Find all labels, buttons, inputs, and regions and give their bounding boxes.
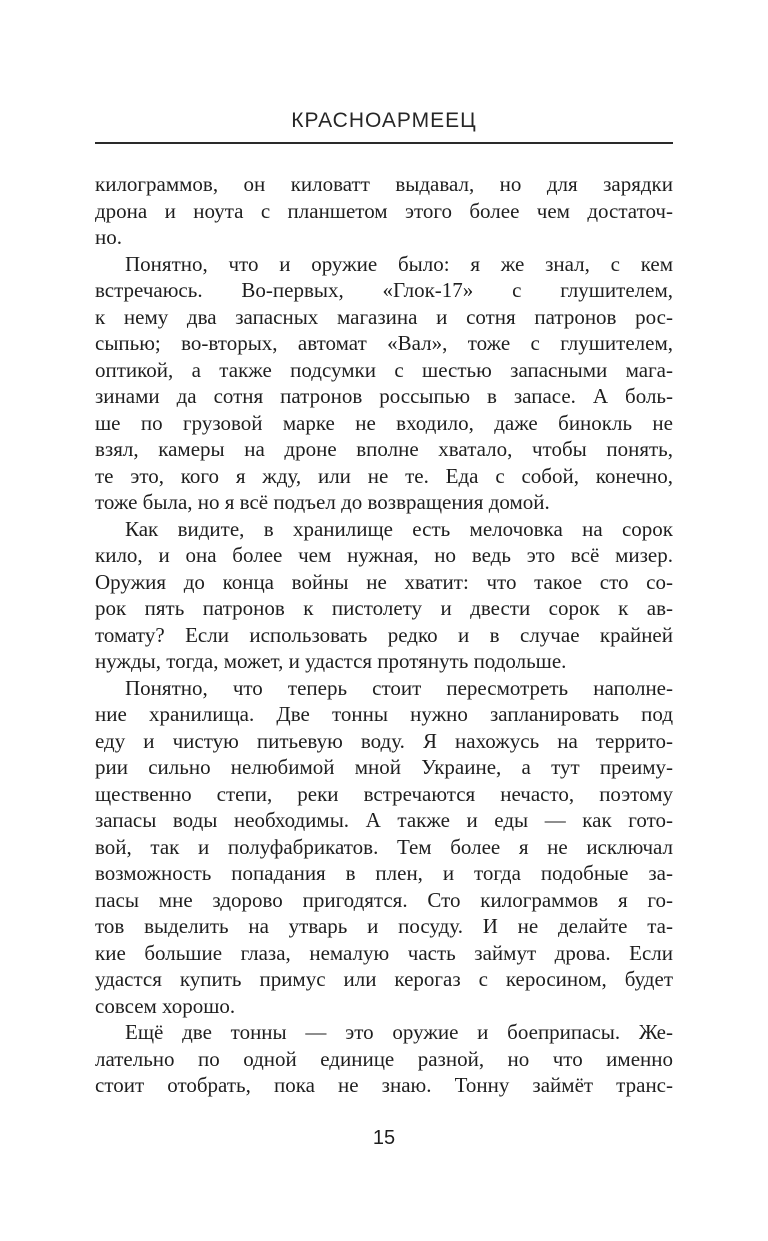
text-line: кие большие глаза, немалую часть займут дрова. Если (95, 940, 673, 965)
text-line: ше по грузовой марке не входило, даже бинокль не (95, 410, 673, 435)
chapter-title: КРАСНОАРМЕЕЦ (291, 109, 477, 132)
running-header (95, 0, 673, 133)
text-line: сыпью; во-вторых, автомат «Вал», тоже с глушителем, (95, 331, 673, 355)
header-rule (95, 142, 673, 144)
text-line: запасы воды необходимы. А также и еды — как гото- (95, 808, 673, 832)
text-line: пасы мне здорово пригодятся. Сто килограммов я го- (95, 887, 673, 912)
text-line: удастся купить примус или керогаз с керосином, будет (95, 967, 673, 991)
text-line: Оружия до конца войны не хватит: что такое сто со- (95, 569, 673, 594)
text-line: Как видите, в хранилище есть мелочовка на сорок (125, 516, 673, 541)
book-page (95, 0, 673, 1149)
text-line: зинами да сотня патронов россыпью в запасе. А боль- (95, 384, 673, 408)
text-line: возможность попадания в плен, и тогда подобные за- (95, 861, 673, 885)
text-line: совсем хорошо. (95, 993, 236, 1018)
text-line: Понятно, что и оружие было: я же знал, с кем (125, 251, 673, 276)
text-line: вой, так и полуфабрикатов. Тем более я не исключал (95, 834, 673, 859)
text-line: тоже была, но я всё подъел до возвращения домой. (95, 490, 550, 514)
text-line: Ещё две тонны — это оружие и боеприпасы. Же- (125, 1020, 673, 1044)
text-line: рок пять патронов к пистолету и двести сорок к ав- (95, 596, 673, 620)
text-line: щественно степи, реки встречаются нечасто, поэтому (95, 781, 673, 806)
text-line: оптикой, а также подсумки с шестью запасными мага- (95, 357, 673, 382)
text-line: те это, кого я жду, или не те. Еда с собой, конечно, (95, 463, 673, 488)
text-line: тов выделить на утварь и посуду. И не делайте та- (95, 914, 673, 938)
text-line: взял, камеры на дроне вполне хватало, чтобы понять, (95, 437, 673, 461)
text-line: нужды, тогда, может, и удастся протянуть подольше. (95, 649, 567, 673)
text-line: ние хранилища. Две тонны нужно запланировать под (95, 702, 673, 726)
text-line: лательно по одной единице разной, но что именно (95, 1046, 673, 1071)
text-line: дрона и ноута с планшетом этого более чем достаточ- (95, 198, 673, 223)
text-line: килограммов, он киловатт выдавал, но для зарядки (95, 172, 673, 196)
text-line: рии сильно нелюбимой мной Украине, а тут преиму- (95, 755, 673, 779)
text-line: кило, и она более чем нужная, но ведь это всё мизер. (95, 543, 673, 567)
text-line: встречаюсь. Во-первых, «Глок-17» с глушителем, (95, 278, 673, 302)
text-line: стоит отобрать, пока не знаю. Тонну займёт транс- (95, 1073, 673, 1097)
text-line: к нему два запасных магазина и сотня патронов рос- (95, 304, 673, 329)
text-line: томату? Если использовать редко и в случае крайней (95, 622, 673, 647)
page-number: 15 (372, 1126, 396, 1149)
text-line: Понятно, что теперь стоит пересмотреть наполне- (125, 675, 673, 700)
text-line: но. (95, 225, 122, 249)
text-line: еду и чистую питьевую воду. Я нахожусь на террито- (95, 728, 673, 753)
body-text (95, 171, 673, 1099)
